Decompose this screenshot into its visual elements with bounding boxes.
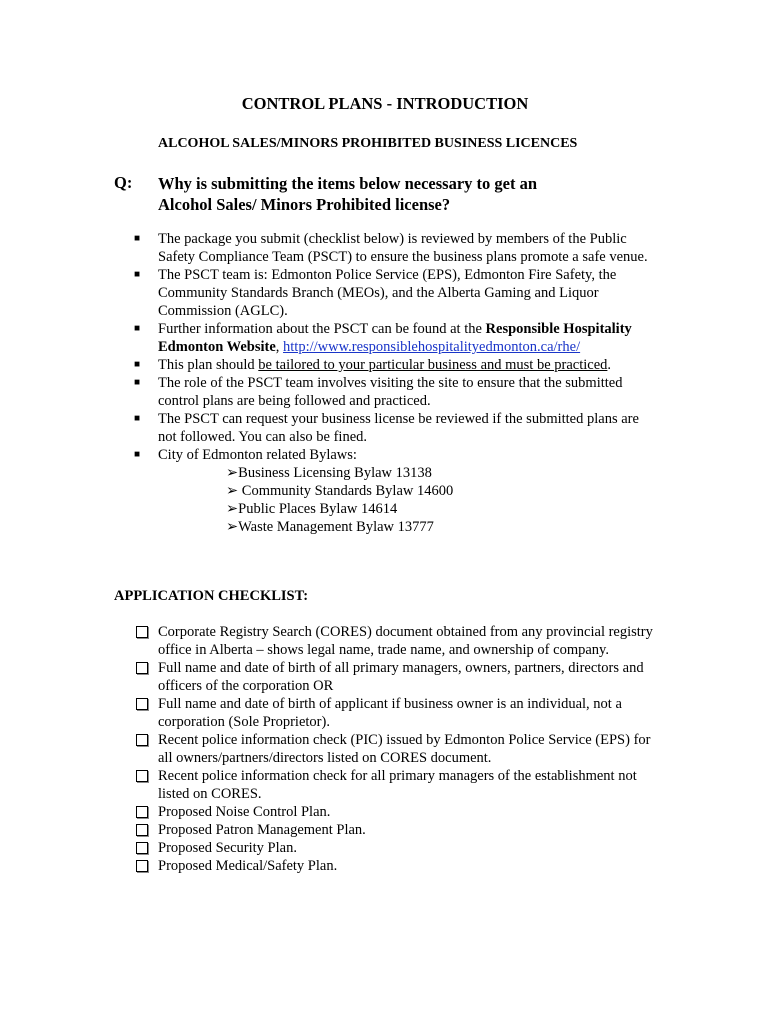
checklist-item bbox=[158, 767, 658, 803]
checklist-item bbox=[158, 821, 658, 839]
checkbox-icon[interactable] bbox=[136, 860, 148, 872]
bullet-item bbox=[134, 374, 658, 410]
bullet-square-icon: ■ bbox=[134, 233, 141, 244]
checkbox-icon[interactable] bbox=[136, 842, 148, 854]
checklist-item bbox=[158, 857, 658, 875]
bullet-item bbox=[134, 320, 658, 356]
question-line-2: Alcohol Sales/ Minors Prohibited license? bbox=[158, 195, 451, 214]
bylaw-item: ➢Public Places Bylaw 14614 bbox=[226, 501, 398, 517]
checkbox-icon[interactable] bbox=[136, 698, 148, 710]
checklist-item-text: Proposed Medical/Safety Plan. bbox=[158, 858, 338, 874]
checklist-item bbox=[158, 803, 658, 821]
bullet-item bbox=[134, 446, 658, 536]
page-title: CONTROL PLANS - INTRODUCTION bbox=[241, 94, 529, 113]
bullet-item bbox=[134, 230, 658, 266]
checkbox-icon[interactable] bbox=[136, 806, 148, 818]
bullet-item bbox=[134, 266, 658, 320]
underlined-text: be tailored to your particular business and must be practiced bbox=[258, 357, 608, 373]
checklist-item bbox=[158, 695, 658, 731]
checkbox-icon[interactable] bbox=[136, 734, 148, 746]
checklist-item bbox=[158, 659, 658, 695]
checklist-item-text: Proposed Patron Management Plan. bbox=[158, 822, 366, 838]
bullet-text: The PSCT team is: Edmonton Police Service (EPS), Edmonton Fire Safety, the Community Standards Branch (MEOs), and the Alberta Gaming and Liquor Commission (AGLC). bbox=[158, 267, 617, 319]
website-link[interactable]: http://www.responsiblehospitalityedmonton.ca/rhe/ bbox=[283, 339, 581, 355]
page-subtitle: ALCOHOL SALES/MINORS PROHIBITED BUSINESS LICENCES bbox=[158, 136, 578, 151]
checklist-item-text: Full name and date of birth of all primary managers, owners, partners, directors and officers of the corporation OR bbox=[158, 660, 644, 694]
bullet-text: Further information about the PSCT can be found at the bbox=[158, 321, 486, 337]
checkbox-icon[interactable] bbox=[136, 770, 148, 782]
info-bullet-list bbox=[134, 230, 658, 536]
bullet-square-icon: ■ bbox=[134, 323, 141, 334]
bullet-square-icon: ■ bbox=[134, 377, 141, 388]
checklist-item-text: Full name and date of birth of applicant if business owner is an individual, not a corporation (Sole Proprietor). bbox=[158, 696, 622, 730]
checklist-item-text: Proposed Security Plan. bbox=[158, 840, 297, 856]
checklist-item bbox=[158, 839, 658, 857]
checklist-item bbox=[158, 731, 658, 767]
bullet-text: This plan should bbox=[158, 357, 259, 373]
bullet-item bbox=[134, 410, 658, 446]
bullet-square-icon: ■ bbox=[134, 359, 141, 370]
question-line-1: Why is submitting the items below necessary to get an bbox=[158, 174, 538, 193]
checklist-item bbox=[158, 623, 658, 659]
bylaw-list bbox=[158, 464, 658, 536]
question-label: Q: bbox=[114, 173, 133, 192]
website-name: Responsible Hospitality Edmonton Website bbox=[158, 321, 632, 355]
bullet-square-icon: ■ bbox=[134, 269, 141, 280]
bullet-text: The PSCT can request your business license be reviewed if the submitted plans are not followed. You can also be fined. bbox=[158, 411, 639, 445]
bullet-separator: , bbox=[275, 339, 284, 355]
bylaw-item: ➢Waste Management Bylaw 13777 bbox=[226, 519, 434, 535]
checkbox-icon[interactable] bbox=[136, 824, 148, 836]
bullet-square-icon: ■ bbox=[134, 413, 141, 424]
application-checklist bbox=[158, 623, 658, 875]
bullet-square-icon: ■ bbox=[134, 449, 141, 460]
bylaw-item: ➢ Community Standards Bylaw 14600 bbox=[226, 483, 454, 499]
bullet-item bbox=[134, 356, 658, 374]
checklist-item-text: Recent police information check (PIC) issued by Edmonton Police Service (EPS) for all owners/partners/directors listed on CORES document. bbox=[158, 732, 651, 766]
checkbox-icon[interactable] bbox=[136, 626, 148, 638]
bullet-text: City of Edmonton related Bylaws: bbox=[158, 447, 357, 463]
checklist-heading: APPLICATION CHECKLIST: bbox=[114, 588, 309, 604]
checklist-item-text: Proposed Noise Control Plan. bbox=[158, 804, 331, 820]
checkbox-icon[interactable] bbox=[136, 662, 148, 674]
bullet-text: The package you submit (checklist below) is reviewed by members of the Public Safety Compliance Team (PSCT) to ensure the business plans promote a safe venue. bbox=[158, 231, 648, 265]
bullet-text-end: . bbox=[607, 357, 612, 373]
checklist-item-text: Corporate Registry Search (CORES) document obtained from any provincial registry office in Alberta – shows legal name, trade name, and ownership of company. bbox=[158, 624, 653, 658]
checklist-item-text: Recent police information check for all primary managers of the establishment not listed on CORES. bbox=[158, 768, 637, 802]
question-text bbox=[158, 173, 678, 215]
bylaw-item: ➢Business Licensing Bylaw 13138 bbox=[226, 465, 432, 481]
bullet-text: The role of the PSCT team involves visiting the site to ensure that the submitted control plans are being followed and practiced. bbox=[158, 375, 623, 409]
